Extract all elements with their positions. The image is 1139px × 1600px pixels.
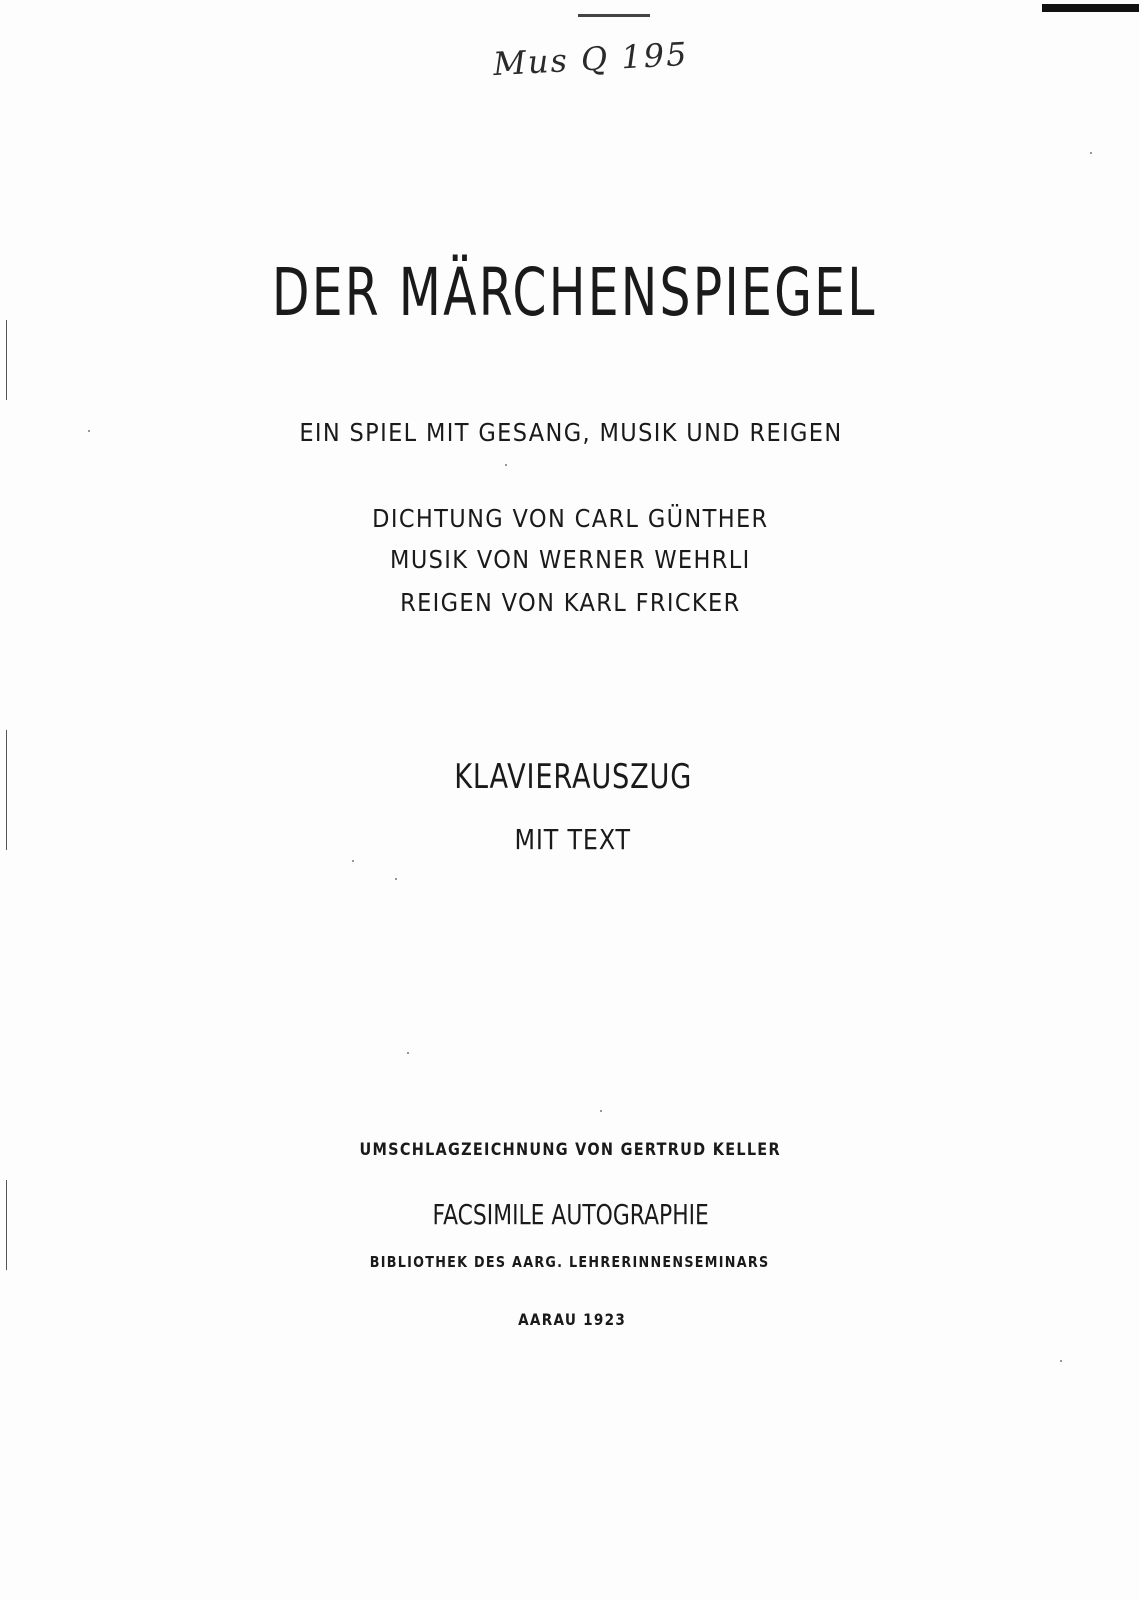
publisher: FACSIMILE AUTOGRAPHIE <box>432 1198 709 1231</box>
scan-scratch <box>578 14 650 17</box>
credit-music: MUSIK VON WERNER WEHRLI <box>390 545 751 574</box>
scan-left-edge <box>6 1180 7 1270</box>
credit-dances: REIGEN VON KARL FRICKER <box>400 588 741 617</box>
edition-note: MIT TEXT <box>514 823 631 856</box>
library-credit: BIBLIOTHEK DES AARG. LEHRERINNENSEMINARS <box>369 1253 770 1271</box>
scan-edge-mark <box>1042 4 1139 12</box>
page-title: DER MÄRCHENSPIEGEL <box>271 254 877 331</box>
scan-speck <box>407 1052 409 1054</box>
scan-speck <box>352 860 354 862</box>
scan-speck <box>505 464 507 466</box>
cover-credit: UMSCHLAGZEICHNUNG VON GERTRUD KELLER <box>359 1140 781 1160</box>
scan-left-edge <box>6 320 7 400</box>
scan-speck <box>1090 152 1092 154</box>
place-year: AARAU 1923 <box>518 1310 627 1329</box>
handwritten-shelfmark: Mus Q 195 <box>492 34 690 84</box>
scan-speck <box>600 1110 602 1112</box>
credit-poetry: DICHTUNG VON CARL GÜNTHER <box>372 504 769 533</box>
edition-title: KLAVIERAUSZUG <box>454 757 693 797</box>
scan-speck <box>1060 1360 1062 1362</box>
subtitle: EIN SPIEL MIT GESANG, MUSIK UND REIGEN <box>299 418 843 447</box>
scan-left-edge <box>6 730 7 850</box>
scan-speck <box>395 878 397 880</box>
